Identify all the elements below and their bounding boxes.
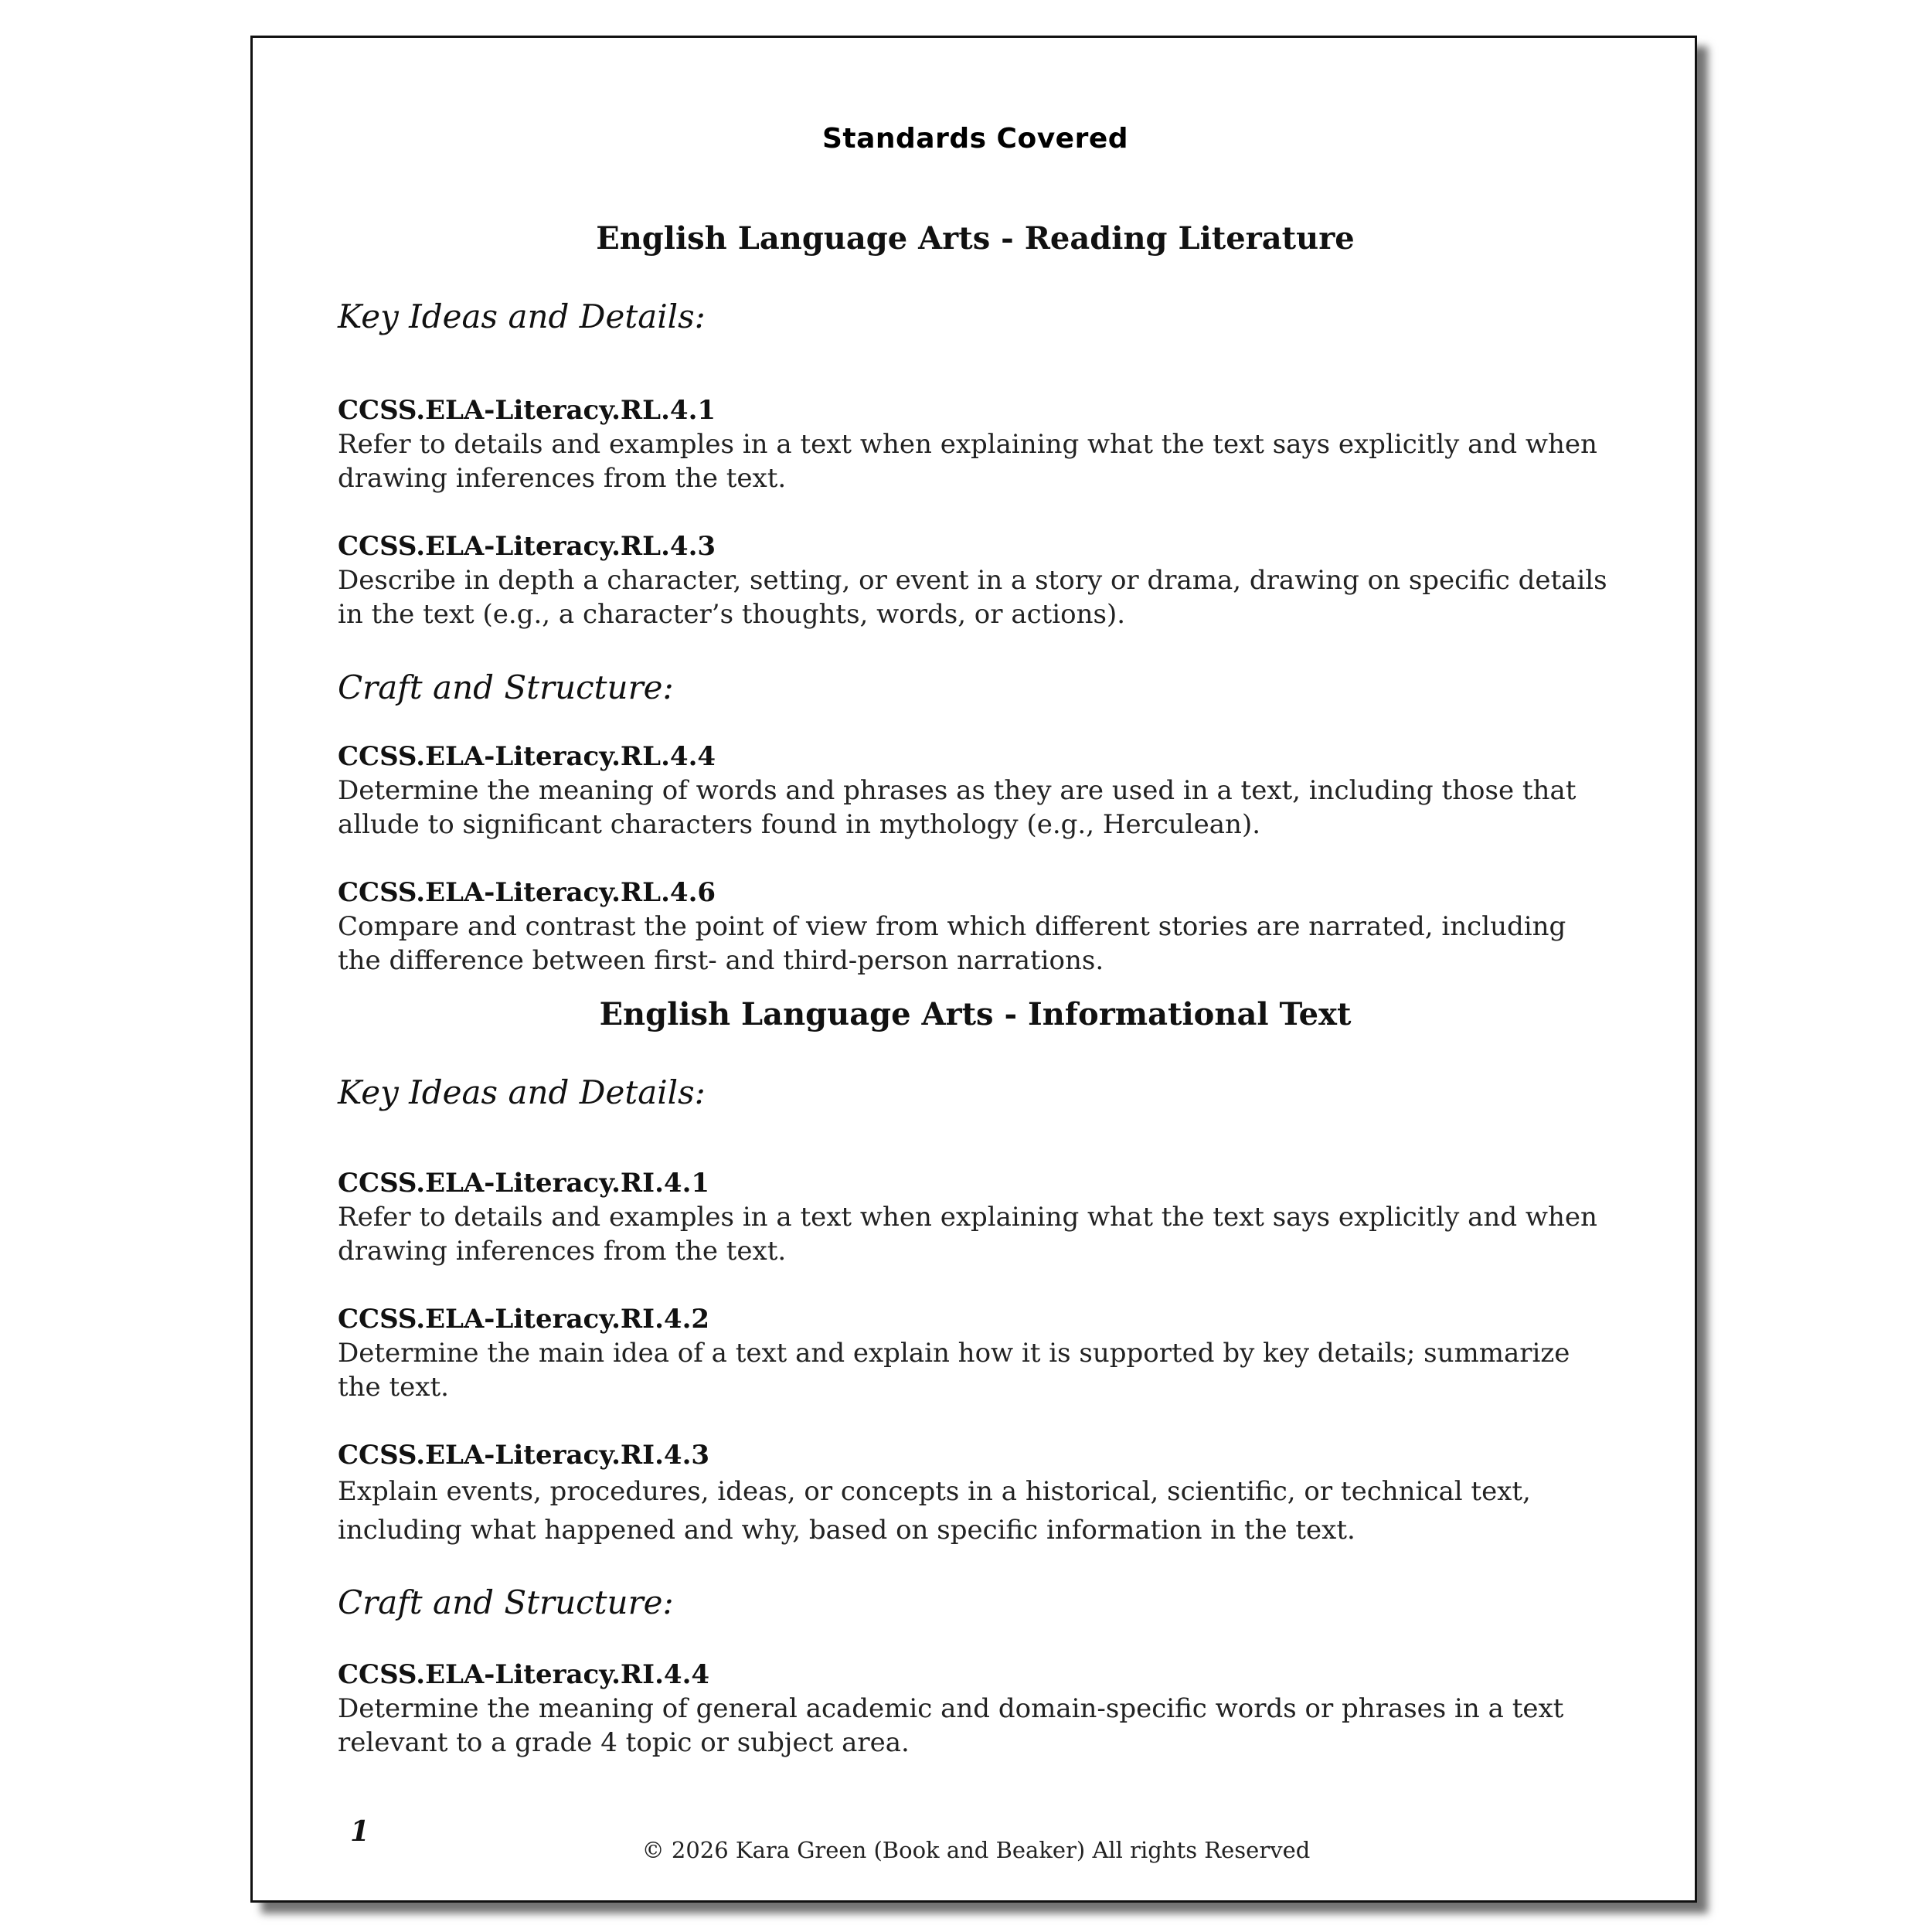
standard-code: CCSS.ELA-Literacy.RI.4.1 xyxy=(338,1168,710,1199)
standard-code: CCSS.ELA-Literacy.RI.4.3 xyxy=(338,1440,710,1471)
subsection-title-craft-structure-rl: Craft and Structure: xyxy=(338,668,674,706)
standard-description: Refer to details and examples in a text when explaining what the text says explicitly and when drawing inferences from the text. xyxy=(338,429,1597,494)
standard-rl-4-4 xyxy=(338,740,1613,842)
standard-description: Compare and contrast the point of view from which different stories are narrated, including the difference between first- and third-person narrations. xyxy=(338,911,1566,976)
document-page xyxy=(250,36,1697,1903)
standard-description: Determine the meaning of words and phrases as they are used in a text, including those that allude to significant characters found in mythology (e.g., Herculean). xyxy=(338,775,1577,840)
standard-ri-4-3 xyxy=(338,1438,1613,1549)
standard-code: CCSS.ELA-Literacy.RL.4.4 xyxy=(338,741,716,772)
standard-description: Determine the main idea of a text and explain how it is supported by key details; summarize the text. xyxy=(338,1338,1570,1403)
standard-code: CCSS.ELA-Literacy.RI.4.2 xyxy=(338,1304,710,1335)
subsection-title-craft-structure-ri: Craft and Structure: xyxy=(338,1583,674,1621)
standard-description: Explain events, procedures, ideas, or concepts in a historical, scientific, or technical text, including what happened and why, based on specific information in the text. xyxy=(338,1476,1531,1546)
standard-ri-4-2 xyxy=(338,1302,1613,1404)
subsection-title-key-ideas-rl: Key Ideas and Details: xyxy=(338,298,706,335)
standard-code: CCSS.ELA-Literacy.RL.4.3 xyxy=(338,531,716,562)
document-title: Standards Covered xyxy=(821,123,1129,155)
standard-code: CCSS.ELA-Literacy.RI.4.4 xyxy=(338,1659,710,1690)
standard-ri-4-4 xyxy=(338,1658,1613,1760)
standard-code: CCSS.ELA-Literacy.RL.4.6 xyxy=(338,877,716,908)
section-title-informational-text: English Language Arts - Informational Text xyxy=(599,996,1352,1032)
page-number: 1 xyxy=(350,1815,370,1848)
standard-ri-4-1 xyxy=(338,1166,1613,1268)
standard-description: Refer to details and examples in a text when explaining what the text says explicitly and when drawing inferences from the text. xyxy=(338,1202,1597,1267)
standard-rl-4-3 xyxy=(338,529,1613,631)
standard-description: Describe in depth a character, setting, or event in a story or drama, drawing on specific details in the text (e.g., a character’s thoughts, words, or actions). xyxy=(338,565,1607,630)
standard-rl-4-1 xyxy=(338,393,1613,495)
standard-description: Determine the meaning of general academic and domain-specific words or phrases in a text relevant to a grade 4 topic or subject area. xyxy=(338,1693,1564,1758)
subsection-title-key-ideas-ri: Key Ideas and Details: xyxy=(338,1073,706,1111)
standard-rl-4-6 xyxy=(338,876,1613,978)
copyright-footer: © 2026 Kara Green (Book and Beaker) All rights Reserved xyxy=(641,1837,1311,1863)
standard-code: CCSS.ELA-Literacy.RL.4.1 xyxy=(338,395,716,426)
section-title-reading-literature: English Language Arts - Reading Literature xyxy=(596,220,1355,257)
